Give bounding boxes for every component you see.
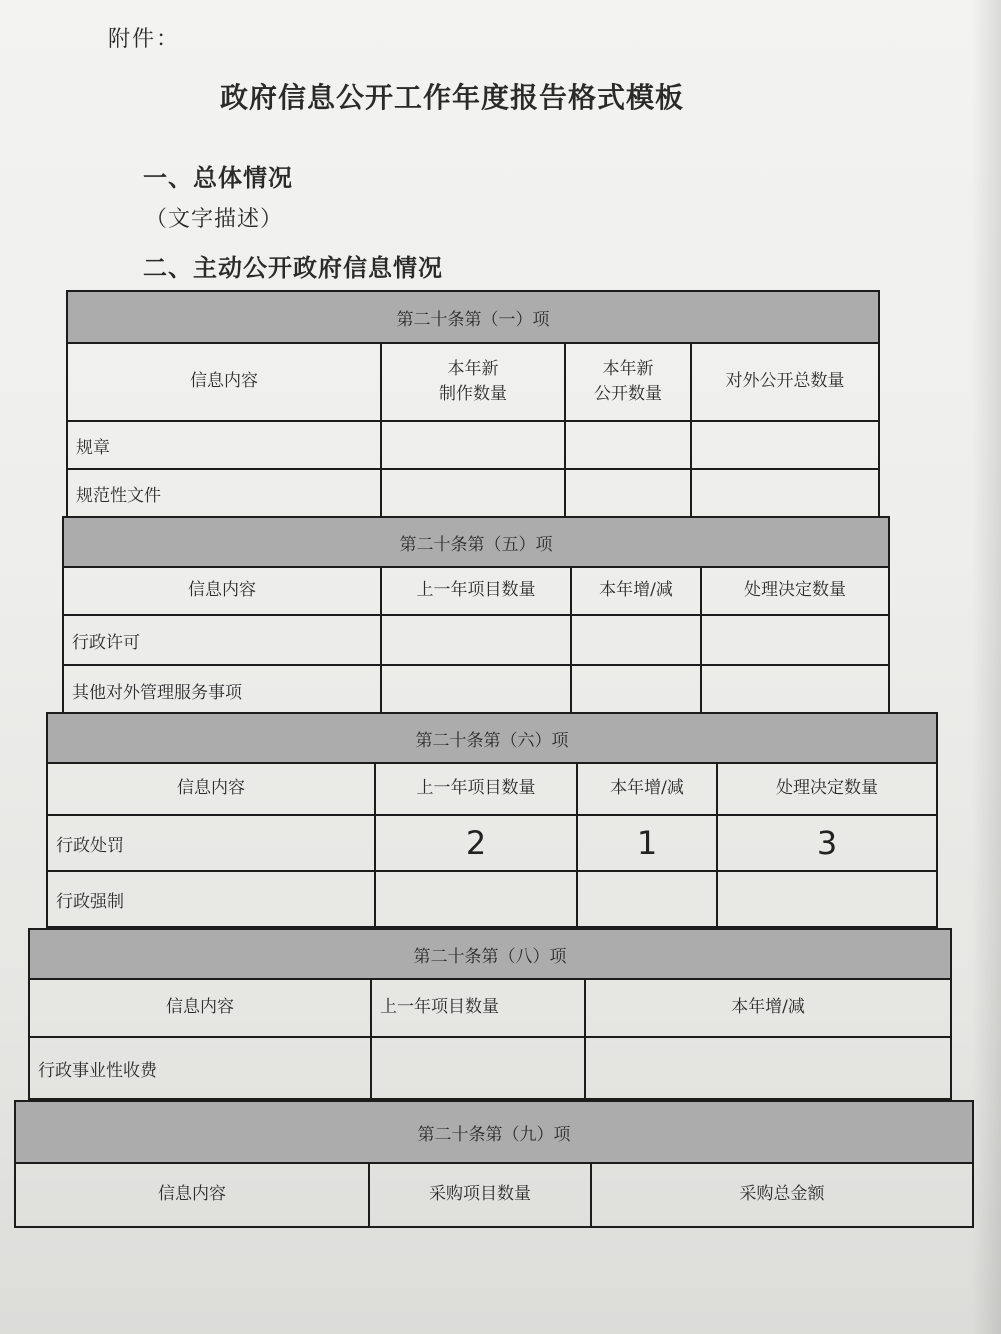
- column-header: 上一年项目数量: [381, 567, 571, 615]
- value-cell[interactable]: [371, 1037, 585, 1099]
- column-header: 上一年项目数量: [375, 763, 577, 815]
- column-header: 对外公开总数量: [691, 343, 879, 421]
- table-article20-item1: [66, 290, 880, 518]
- row-label: 行政许可: [63, 615, 381, 665]
- value-cell[interactable]: [571, 665, 701, 715]
- table-row: [67, 421, 879, 469]
- value-cell[interactable]: [381, 421, 565, 469]
- value-cell[interactable]: [585, 1037, 951, 1099]
- handwritten-value[interactable]: 1: [577, 815, 717, 871]
- table-article20-item9: [14, 1100, 974, 1228]
- table-row: [67, 469, 879, 517]
- value-cell[interactable]: [701, 615, 889, 665]
- table-article20-item5: [62, 516, 890, 716]
- row-label: 行政事业性收费: [29, 1037, 371, 1099]
- table-banner: 第二十条第（五）项: [63, 517, 889, 567]
- column-header: 信息内容: [15, 1163, 369, 1227]
- header-line: 公开数量: [594, 384, 662, 404]
- value-cell[interactable]: [577, 871, 717, 927]
- row-label: 规范性文件: [67, 469, 381, 517]
- row-label: 行政处罚: [47, 815, 375, 871]
- column-header: [565, 343, 691, 421]
- column-header: 处理决定数量: [717, 763, 937, 815]
- table-article20-item6: [46, 712, 938, 928]
- section2-heading: 二、主动公开政府信息情况: [143, 253, 443, 282]
- table-row: [63, 615, 889, 665]
- page-shadow: [971, 0, 1001, 1334]
- column-header: 信息内容: [67, 343, 381, 421]
- value-cell[interactable]: [565, 421, 691, 469]
- column-header: 上一年项目数量: [371, 979, 585, 1037]
- header-line: 制作数量: [439, 384, 507, 404]
- column-header: 信息内容: [63, 567, 381, 615]
- value-cell[interactable]: [381, 615, 571, 665]
- column-header: 本年增/减: [571, 567, 701, 615]
- column-header: 信息内容: [29, 979, 371, 1037]
- row-label: 规章: [67, 421, 381, 469]
- handwritten-value[interactable]: 3: [717, 815, 937, 871]
- column-header: 处理决定数量: [701, 567, 889, 615]
- handwritten-value[interactable]: 2: [375, 815, 577, 871]
- document-title: 政府信息公开工作年度报告格式模板: [220, 81, 685, 114]
- section1-text: （文字描述）: [145, 207, 284, 232]
- attachment-label: 附件：: [108, 27, 181, 52]
- value-cell[interactable]: [571, 615, 701, 665]
- table-row: [47, 815, 937, 871]
- value-cell[interactable]: [381, 665, 571, 715]
- column-header: 采购项目数量: [369, 1163, 591, 1227]
- table-row: [29, 1037, 951, 1099]
- column-header: 本年增/减: [585, 979, 951, 1037]
- table-row: [47, 871, 937, 927]
- column-header: 信息内容: [47, 763, 375, 815]
- column-header: 采购总金额: [591, 1163, 973, 1227]
- table-banner: 第二十条第（八）项: [29, 929, 951, 979]
- table-row: [63, 665, 889, 715]
- value-cell[interactable]: [717, 871, 937, 927]
- header-line: 本年新: [602, 358, 654, 379]
- column-header: [381, 343, 565, 421]
- value-cell[interactable]: [565, 469, 691, 517]
- row-label: 行政强制: [47, 871, 375, 927]
- table-article20-item8: [28, 928, 952, 1100]
- value-cell[interactable]: [701, 665, 889, 715]
- column-header: 本年增/减: [577, 763, 717, 815]
- value-cell[interactable]: [375, 871, 577, 927]
- value-cell[interactable]: [381, 469, 565, 517]
- table-banner: 第二十条第（一）项: [67, 291, 879, 343]
- table-banner: 第二十条第（六）项: [47, 713, 937, 763]
- header-line: 本年新: [447, 358, 499, 379]
- table-banner: 第二十条第（九）项: [15, 1101, 973, 1163]
- value-cell[interactable]: [691, 421, 879, 469]
- value-cell[interactable]: [691, 469, 879, 517]
- row-label: 其他对外管理服务事项: [63, 665, 381, 715]
- section1-heading: 一、总体情况: [143, 163, 293, 192]
